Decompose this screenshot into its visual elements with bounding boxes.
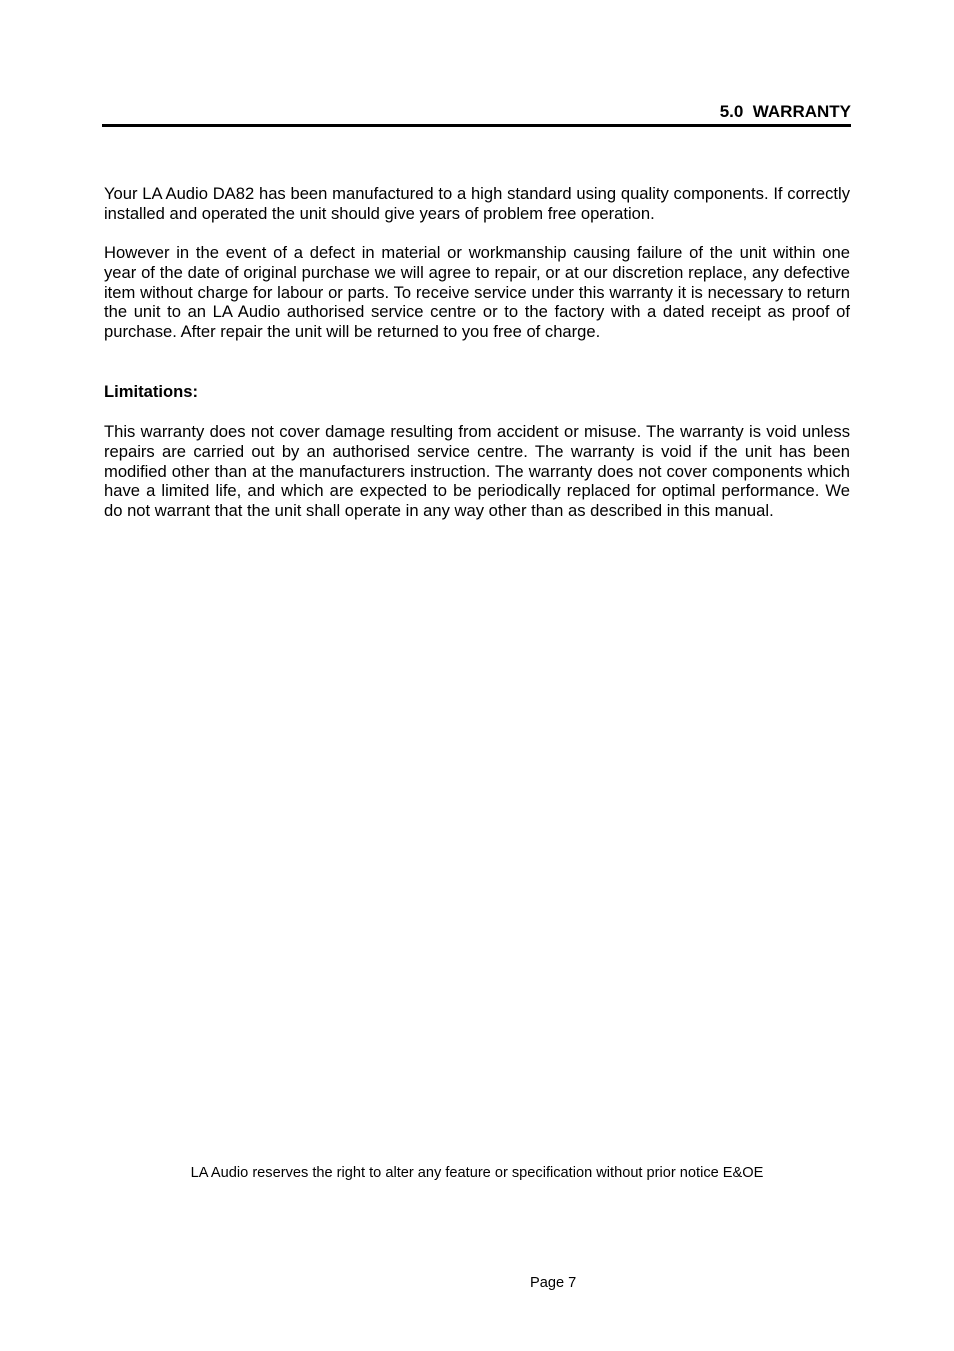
section-header (102, 100, 851, 127)
limitations-heading: Limitations: (104, 382, 199, 401)
footer-notice: LA Audio reserves the right to alter any feature or specification without prior notice E&OE (190, 1165, 764, 1181)
intro-paragraph: Your LA Audio DA82 has been manufactured to a high standard using quality components. If correctly installed and operated the unit should give years of problem free operation. (104, 184, 850, 223)
page-number: Page 7 (530, 1275, 577, 1291)
defect-paragraph: However in the event of a defect in material or workmanship causing failure of the unit within one year of the date of original purchase we will agree to repair, or at our discretion replace, any defective item without charge for labour or parts. To receive service under this warranty it is necessary to return the unit to an LA Audio authorised service centre or to the factory with a dated receipt as proof of purchase. After repair the unit will be returned to you free of charge. (104, 243, 850, 342)
limitations-paragraph: This warranty does not cover damage resulting from accident or misuse. The warranty is void unless repairs are carried out by an authorised service centre. The warranty is void if the unit has been modified other than at the manufacturers instruction. The warranty does not cover components which have a limited life, and which are expected to be periodically replaced for optimal performance. We do not warrant that the unit shall operate in any way other than as described in this manual. (104, 422, 850, 521)
section-title: 5.0 WARRANTY (719, 102, 851, 121)
